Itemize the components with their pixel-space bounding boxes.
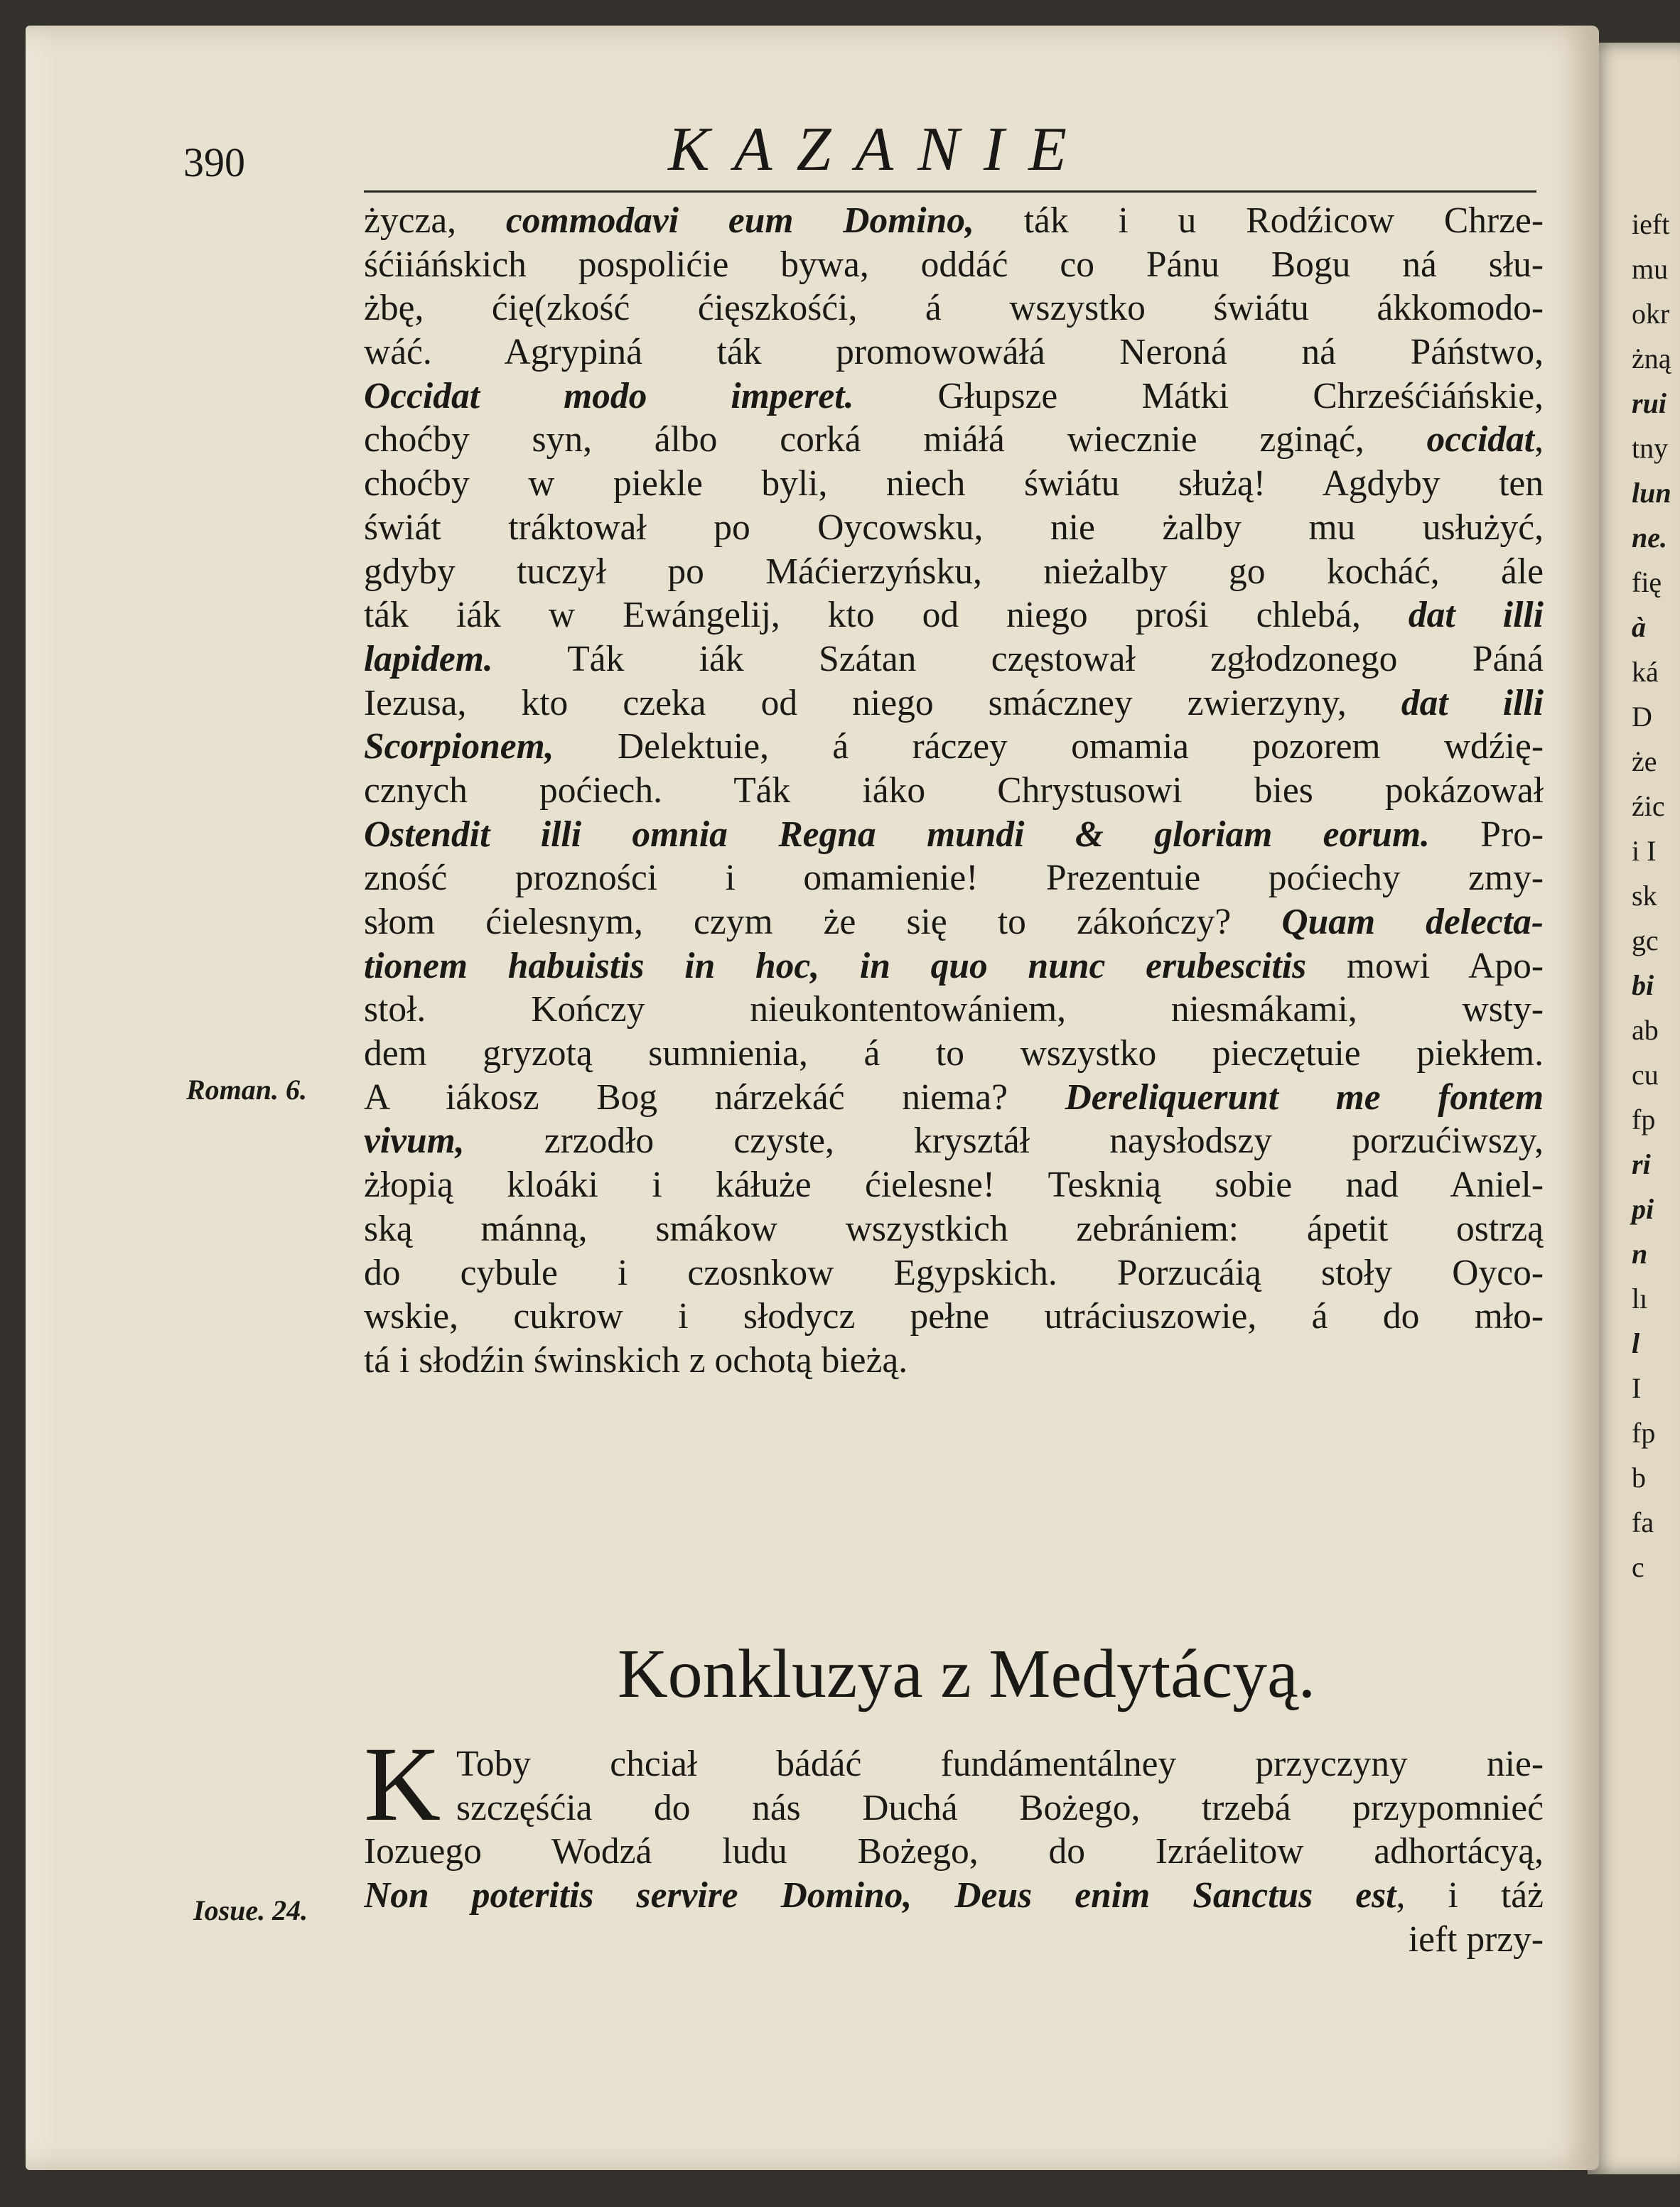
text-line (364, 1207, 1544, 1251)
text-span: żbę, ćię(zkość ćięszkośći, á wszystko świátu ákkomodo- (364, 288, 1544, 329)
latin-quote-span: occidat (1426, 419, 1535, 460)
drop-cap: K (364, 1725, 441, 1843)
text-span: Głupsze Mátki Chrześćiáńskie, (854, 375, 1544, 416)
text-line (364, 374, 1544, 419)
text-span: ták i u Rodźicow Chrze- (974, 200, 1544, 241)
text-line (364, 286, 1544, 330)
text-span: do cybule i czosnkow Egypskich. Porzucáią stoły Oyco- (364, 1252, 1544, 1293)
text-line (364, 856, 1544, 900)
text-span: wskie, cukrow i słodycz pełne utráciuszowie, á do mło- (364, 1296, 1544, 1337)
text-line (364, 330, 1544, 374)
text-line (364, 725, 1544, 769)
text-span: , (1534, 419, 1544, 460)
text-span: , i táż (1396, 1875, 1544, 1916)
text-span: zność prozności i omamienie! Prezentuie poćiechy zmy- (364, 858, 1544, 899)
latin-quote-span: vivum, (364, 1121, 465, 1162)
latin-quote-span: Dereliquerunt me fontem (1065, 1076, 1544, 1118)
text-line (364, 988, 1544, 1032)
header-rule (364, 190, 1536, 193)
text-line (364, 813, 1544, 857)
latin-quote-span: Occidat modo imperet. (364, 375, 854, 416)
text-line (364, 1251, 1544, 1295)
text-line (364, 1918, 1544, 1962)
facing-page-fragment: ri (1632, 1148, 1651, 1180)
latin-quote-span: commodavi eum Domino, (505, 200, 974, 241)
text-span: ieft przy- (1408, 1919, 1544, 1960)
text-span: choćby syn, álbo corká miáłá wiecznie zginąć, (364, 419, 1427, 460)
facing-page-fragment: cu (1632, 1059, 1659, 1091)
facing-page-fragment: I (1632, 1372, 1642, 1404)
text-line (364, 418, 1544, 462)
text-span: Iezusa, kto czeka od niego smáczney zwierzyny, (364, 682, 1401, 723)
text-span: stoł. Kończy nieukontentowániem, niesmákami, wsty- (364, 989, 1544, 1030)
text-span: gdyby tuczył po Máćierzyńsku, nieżalby go kocháć, ále (364, 551, 1544, 592)
facing-page-fragment: ieft (1632, 208, 1670, 240)
facing-page-fragment: pi (1632, 1193, 1654, 1225)
text-line (364, 1339, 1544, 1383)
text-span: ską mánną, smákow wszystkich zebrániem: ápetit ostrzą (364, 1208, 1544, 1249)
text-line (364, 1830, 1544, 1874)
text-span: świát tráktował po Oycowsku, nie żalby mu usłużyć, (364, 507, 1544, 548)
text-span: Ták iák Szátan częstował zgłodzonego Páná (492, 638, 1544, 679)
latin-quote-span: dat illi (1401, 682, 1544, 723)
facing-page-fragment: fa (1632, 1506, 1654, 1538)
running-head: KAZANIE (668, 115, 1091, 184)
text-span: Pro- (1429, 814, 1544, 855)
text-span: choćby w piekle byli, niech świátu służą! Agdyby ten (364, 463, 1544, 504)
text-span: mowi Apo- (1306, 945, 1544, 986)
facing-page-fragment: ne. (1632, 522, 1667, 554)
facing-page-fragment: mu (1632, 253, 1669, 285)
text-line (364, 1119, 1544, 1163)
facing-page-fragment: bi (1632, 969, 1654, 1001)
latin-quote-span: Ostendit illi omnia Regna mundi & gloriam eorum. (364, 814, 1430, 855)
text-span: Iozuego Wodzá ludu Bożego, do Izráelitow adhortácyą, (364, 1831, 1544, 1872)
text-line (364, 550, 1544, 594)
facing-page-fragment: à (1632, 611, 1646, 643)
text-span: cznych poćiech. Ták iáko Chrystusowi bies pokázował (364, 770, 1544, 811)
text-line (364, 1295, 1544, 1339)
facing-page-fragment: że (1632, 745, 1657, 777)
text-span: Toby chciał bádáć fundámentálney przyczyny nie- (456, 1744, 1544, 1784)
text-span: zrzodło czyste, krysztáł naysłodszy porzućiwszy, (464, 1121, 1544, 1162)
text-line (364, 1742, 1544, 1786)
facing-page-fragment: gc (1632, 924, 1659, 956)
sermon-body-text (364, 199, 1544, 1383)
facing-page-fragment: D (1632, 701, 1652, 733)
facing-page-fragment: b (1632, 1462, 1646, 1494)
facing-page-fragment: fp (1632, 1417, 1656, 1449)
text-span: śćiiáńskich pospolićie bywa, oddáć co Pánu Bogu ná słu- (364, 244, 1544, 285)
text-line (364, 462, 1544, 506)
facing-page-fragment: ab (1632, 1014, 1659, 1046)
facing-page-fragment: fp (1632, 1104, 1656, 1135)
text-span: tá i słodźin świnskich z ochotą bieżą. (364, 1339, 908, 1381)
facing-page-fragment: lı (1632, 1283, 1648, 1315)
facing-page-fragment: fię (1632, 566, 1662, 598)
text-line (364, 1786, 1544, 1830)
page-number: 390 (183, 139, 245, 185)
latin-quote-span: dat illi (1408, 595, 1544, 636)
text-line (364, 243, 1544, 287)
latin-quote-span: lapidem. (364, 638, 493, 679)
text-span: wáć. Agrypiná ták promowowáłá Neroná ná Páństwo, (364, 332, 1544, 373)
text-span: szczęśćia do nás Duchá Bożego, trzebá przypomnieć (456, 1787, 1544, 1828)
text-span: dem gryzotą sumnienia, á to wszystko pieczętuie piekłem. (364, 1033, 1544, 1074)
text-line (364, 900, 1544, 944)
latin-quote-span: Scorpionem, (364, 726, 554, 767)
text-span: ták iák w Ewángelij, kto od niego prośi chlebá, (364, 595, 1409, 636)
conclusion-text (364, 1742, 1544, 1961)
text-line (364, 1163, 1544, 1207)
facing-page-fragment: c (1632, 1551, 1644, 1583)
text-line (364, 506, 1544, 550)
facing-page-fragment: sk (1632, 880, 1657, 912)
latin-quote-span: tionem habuistis in hoc, in quo nunc erubescitis (364, 945, 1307, 986)
text-line (364, 637, 1544, 681)
text-line (364, 769, 1544, 813)
latin-quote-span: Non poteritis servire Domino, Deus enim Sanctus est (364, 1875, 1396, 1916)
latin-quote-span: Quam delecta- (1281, 902, 1544, 942)
facing-page-fragment: okr (1632, 298, 1670, 330)
text-span: A iákosz Bog nárzekáć niema? (364, 1076, 1065, 1118)
margin-note-iosue: Iosue. 24. (193, 1894, 308, 1926)
facing-page-fragment: l (1632, 1327, 1640, 1359)
facing-page-fragment: lun (1632, 477, 1671, 509)
facing-page-fragment: żną (1632, 342, 1671, 374)
text-span: życza, (364, 200, 506, 241)
facing-page-fragment: i I (1632, 835, 1657, 867)
text-line (364, 944, 1544, 988)
text-line (364, 593, 1544, 637)
facing-page-fragment: ká (1632, 656, 1659, 688)
section-title: Konkluzya z Medytácyą. (617, 1636, 1316, 1712)
text-line (364, 1032, 1544, 1076)
text-line (364, 1076, 1544, 1120)
text-line (364, 681, 1544, 725)
text-line (364, 1874, 1544, 1918)
facing-page-fragment: rui (1632, 387, 1666, 419)
text-line (364, 199, 1544, 243)
facing-page-edge (1588, 43, 1680, 2174)
facing-page-fragment: tny (1632, 432, 1669, 464)
facing-page-fragment: n (1632, 1238, 1648, 1270)
text-span: Delektuie, á ráczey omamia pozorem wdźię- (554, 726, 1544, 767)
facing-page-fragment: źic (1632, 790, 1665, 822)
margin-note-roman: Roman. 6. (186, 1074, 308, 1106)
text-span: żłopią kloáki i káłuże ćielesne! Tesknią sobie nad Aniel- (364, 1165, 1544, 1206)
text-span: słom ćielesnym, czym że się to zákończy? (364, 902, 1282, 942)
